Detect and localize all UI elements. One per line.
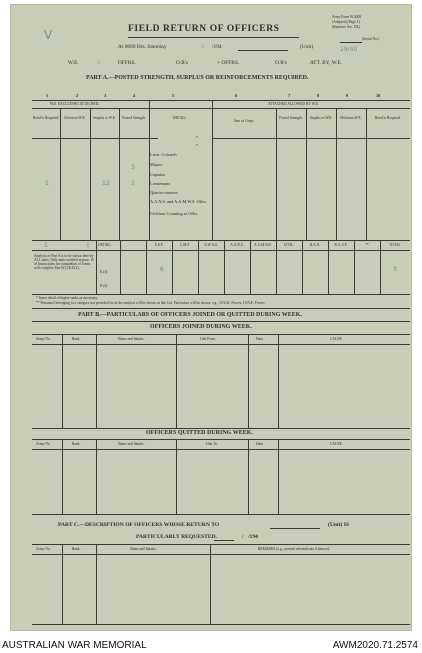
unit-label: (Unit): [300, 44, 314, 50]
part-c-unit: (Unit) IS: [328, 522, 349, 528]
attached-allowed: ATTACHED ALLOWED BY W.E.: [268, 102, 319, 106]
we-label: W.E.: [68, 60, 79, 66]
footnote-2: ** Personnel belonging to a category not provided for in the analysis will be shown in this Col. Particulars will be shown, e.g., 10 U.K. Forces; 10 N.E. Forces: [36, 301, 265, 305]
rank-aans: A.A.N.S. and A.A.M.W.S. Offrs.: [150, 199, 207, 204]
rank-majors: Majors: [150, 162, 163, 167]
page-title: FIELD RETURN OF OFFICERS: [128, 24, 280, 34]
att-by-we-label: ATT. BY, W.E.: [310, 60, 343, 66]
att-ors-label: O.R's: [275, 60, 287, 66]
quitted-heading: OFFICERS QUITTED DURING WEEK.: [146, 430, 253, 436]
serial-number-label: (Serial No.): [362, 37, 379, 41]
rank-civilians: Civilians Counting as Offrs.: [150, 211, 199, 216]
we-offrs-label: OFFRS.: [118, 60, 136, 66]
at-line-label: At 0600 Hrs. Saturday: [118, 44, 167, 50]
rank-lt-col: Lieut.-Colonels: [150, 152, 177, 157]
handwritten-tick: V: [44, 28, 53, 42]
part-c-heading: PART C.—DESCRIPTION OF OFFICERS WHOSE RETURN TO: [58, 522, 220, 528]
handwritten-serial: 29/40: [340, 46, 358, 53]
we-excluding-attached: W.E. EXCLUDING ATTACHED.: [50, 102, 100, 106]
analysis-note: Analysis of Part A is to be shown here by ALL units. Only units notified in para. 16 of Instructions for completion of forms will complete Part E(1) & E(2).: [34, 254, 94, 270]
footer-source: AUSTRALIAN WAR MEMORIAL: [2, 640, 147, 651]
footer-accession: AWM2020.71.2574: [332, 640, 418, 651]
att-offrs-label: + OFFRS.: [217, 60, 240, 66]
part-c-requested: PARTICULARLY REQUESTED.: [136, 534, 218, 540]
joined-heading: OFFICERS JOINED DURING WEEK.: [150, 324, 252, 330]
part-b-heading: PART B.—PARTICULARS OF OFFICERS JOINED OR QUITTED DURING WEEK.: [78, 312, 302, 318]
part-a-heading: PART A.—POSTED STRENGTH, SURPLUS OR REINFORCEMENTS REQUIRED.: [86, 75, 309, 81]
form-adapted: (Adapted) (Page 1): [332, 20, 360, 24]
we-ors-label: O.R's: [176, 60, 188, 66]
form-paper: Army Form W.3008 (Adapted) (Page 1) (Replaces Sec. D4) (Serial No.) 29/40 FIELD RETURN OF OFFICERS V At 0600 Hrs. Saturday / /194 (Unit) W.E. / OFFRS. O.R's + OFFRS. O.R's ATT. BY, W.E. PART A.—POSTED STRENGTH, SURPLUS OR REINFORCEMENTS REQUIRED. 1 2 3 4 5 6 7 8 9 10 W.E. EXCLUDING ATTACHED. ATTACHED ALLOWED BY W.E. Reinf'ts Required. Deficient W.E. Surplus to W.E. Posted Strength. DETAIL. Arm or Corps. Posted Strength. Surplus to W.E. Deficient W.E. Reinf'ts Required. * * Lieut.-Colonels Majors Captains Lieutenants Quarter-masters A.A.N.S. and A.A.M.W.S. Offrs. Civilians Counting as Offrs. 1 12 2 3 DETAIL. S.S.F. C.M.F. A.W.A.S. A.A.N.S. A.A.M.W.S. CIVIL. R.A.N. R.A.A.F. ** TOTAL Analysis of Part A is to be shown here by ALL units. Only units notified in para. 16 of Instructions for completion of forms will complete Part E(1) & E(2). E.(1) E.(2) 1 1 6 3 * Insert detail of higher ranks as necessary. ** Personnel belonging to a category not provided for in the analysis will be shown in this Col. Particulars will be shown, e.g., 10 U.K. Forces; 10 N.E. Forces PART B.—PARTICULARS OF OFFICERS JOINED OR QUITTED DURING WEEK. OFFICERS JOINED DURING WEEK. Army No. Rank. Name and Initials. Unit From. Date. CAUSE. OFFICERS QUITTED DURING WEEK. Army No. Rank. Name and Initials. Unit To. Date. CAUSE. PART C.—DESCRIPTION OF OFFICERS WHOSE RETURN TO (Unit) IS PARTICULARLY REQUESTED. / /194 Army No. Rank. Name and Initials. REMARKS (e.g., present whereabouts if known).: [10, 4, 412, 631]
footnote-1: * Insert detail of higher ranks as necessary.: [36, 296, 98, 300]
detail-header: DETAIL.: [173, 116, 187, 120]
form-number: Army Form W.3008: [332, 15, 362, 19]
rank-captains: Captains: [150, 172, 166, 177]
form-replaces: (Replaces Sec. D4): [332, 25, 360, 29]
rank-lieutenants: Lieutenants: [150, 181, 171, 186]
rank-qm: Quarter-masters: [150, 190, 178, 195]
footer-bar: [0, 638, 422, 653]
at-line-year: /194: [212, 44, 222, 50]
part-c-year: /194: [248, 534, 258, 540]
